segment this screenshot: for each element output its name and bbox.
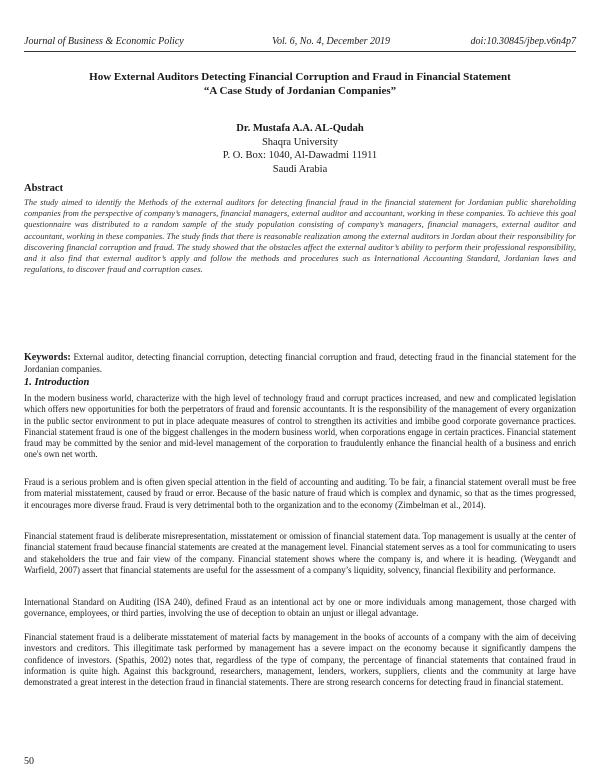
- author-name: Dr. Mustafa A.A. AL-Qudah: [236, 123, 364, 134]
- page-number: 50: [24, 756, 34, 767]
- author-address: P. O. Box: 1040, Al-Dawadmi 11911: [222, 150, 378, 161]
- volume-info: Vol. 6, No. 4, December 2019: [272, 36, 391, 47]
- header-divider: [24, 51, 576, 52]
- paper-title: [24, 70, 576, 98]
- doi-link[interactable]: doi:10.30845/jbep.v6n4p7: [470, 36, 576, 47]
- intro-paragraph-2: Fraud is a serious problem and is often given special attention in the field of accounting and auditing. To be fair, a financial statement overall must be free from material misstatement, caused by fraud or error. Because of the basic nature of fraud which is complex and dynamic, so that as the times progressed, it encourages more diverse fraud. Fraud is very detrimental both to the organization and to the economy (Zimbelman et al., 2014).: [24, 477, 576, 510]
- intro-paragraph-5: Financial statement fraud is a deliberate misstatement of material facts by management in the books of accounts of a company with the aim of deceiving investors and creditors. This illegitimate task performed by management has a severe impact on the economy because it significantly dampens the confidence of investors. (Spathis, 2002) notes that, regardless of the type of company, the percentage of financial statements that contained fraud in information is quite high. Against this background, researchers, management, lenders, workers, suppliers, clients and the community at large have demonstrated a great interest in the detection fraud in financial statements. There are strong research concerns for detecting fraud in financial statement.: [24, 632, 576, 688]
- author-country: Saudi Arabia: [272, 163, 328, 175]
- keywords-text: External auditor, detecting financial corruption, detecting financial corruption and fraud, detecting fraud in the financial statement for the Jordanian companies.: [24, 352, 577, 374]
- abstract-heading: Abstract: [24, 183, 64, 194]
- keywords-label: Keywords:: [24, 352, 71, 363]
- title-line-1: How External Auditors Detecting Financial Corruption and Fraud in Financial Statement: [89, 71, 511, 83]
- journal-name: Journal of Business & Economic Policy: [24, 36, 184, 47]
- intro-paragraph-3: Financial statement fraud is deliberate misrepresentation, misstatement or omission of financial statement data. Top management is usually at the center of financial statement fraud because financial statements are created at the management level. Financial statement serves as a tool for communicating to users and stakeholders the true and fair view of the company. Financial statement shows where the company is, and where it is heading. (Weygandt and Warfield, 2007) assert that financial statements are useful for the assessment of a company’s liquidity, solvency, financial flexibility and performance.: [24, 531, 576, 575]
- intro-paragraph-1: In the modern business world, characterize with the high level of technology fraud and corrupt practices increased, and new and complicated legislation which offers new opportunities for both the perpetrators of fraud and forensic accountants. It is the responsibility of the management of every organization in the public sector environment to put in place adequate measures of control to strengthen its activities and imbibe good corporate governance practices. Financial statement fraud is one of the biggest challenges in the modern business world, when corporations engage in certain practices. Financial statement fraud may be committed by the senior and mid-level management of the corporation to fraudulently enhance the financial health of a business and enrich one's own net worth.: [24, 393, 576, 460]
- introduction-heading: 1. Introduction: [24, 377, 90, 388]
- title-line-2: “A Case Study of Jordanian Companies”: [203, 85, 397, 97]
- keywords: [24, 352, 576, 375]
- abstract-text: The study aimed to identify the Methods of the external auditors for detecting financial fraud in the financial statement for Jordanian public shareholding companies from the perspective of company’s managers, financial managers, external auditor and accountant, working in these companies. To achieve this goal questionnaire was distributed to a random sample of the study population consisting of company’s managers, financial managers, external auditor and accountant, working in these companies. The study finds that there is reasonable realization among the external auditors in Jordan about their responsibility for discovering financial corruption and fraud. The study showed that the obstacles affect the external auditor’s ability to perform their professional responsibility, and it also find that external auditor’s apply and follow the methods and procedures such as International Accounting Standard, Jordanian laws and regulations, to discover fraud and corruption cases.: [24, 197, 576, 275]
- running-header: [24, 35, 576, 49]
- intro-paragraph-4: International Standard on Auditing (ISA 240), defined Fraud as an intentional act by one or more individuals among management, those charged with governance, employees, or third parties, involving the use of deception to obtain an unjust or illegal advantage.: [24, 597, 576, 619]
- author-block: [24, 122, 576, 176]
- author-affiliation: Shaqra University: [261, 136, 339, 148]
